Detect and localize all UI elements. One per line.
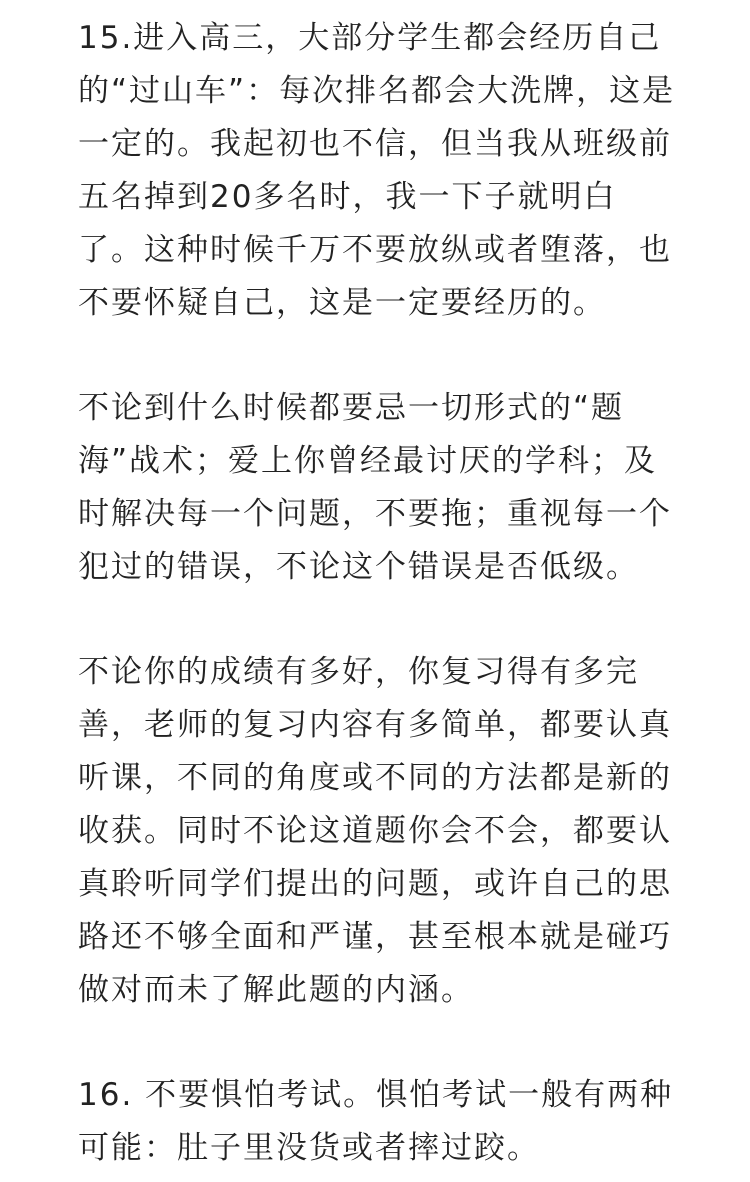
text-line: 海”战术；爱上你曾经最讨厌的学科；及 <box>78 443 658 479</box>
text-line: 时解决每一个问题，不要拖；重视每一个 <box>78 496 672 532</box>
text-line: 五名掉到20多名时，我一下子就明白 <box>78 179 617 215</box>
paragraph-3 <box>78 646 678 1017</box>
paragraph-spacer <box>78 1017 678 1069</box>
text-line: 不要怀疑自己，这是一定要经历的。 <box>78 285 606 321</box>
text-line: 一定的。我起初也不信，但当我从班级前 <box>78 126 672 162</box>
text-line: 真聆听同学们提出的问题，或许自己的思 <box>78 866 672 902</box>
text-line: 16. 不要惧怕考试。惧怕考试一般有两种 <box>78 1077 674 1113</box>
paragraph-spacer <box>78 330 678 382</box>
text-line: 听课，不同的角度或不同的方法都是新的 <box>78 760 672 796</box>
text-line: 不论到什么时候都要忌一切形式的“题 <box>78 390 625 426</box>
text-line: 15.进入高三，大部分学生都会经历自己 <box>78 20 662 56</box>
text-line: 犯过的错误，不论这个错误是否低级。 <box>78 549 639 585</box>
text-line: 做对而未了解此题的内涵。 <box>78 972 474 1008</box>
text-line: 收获。同时不论这道题你会不会，都要认 <box>78 813 672 849</box>
article-body <box>78 12 678 1175</box>
paragraph-1 <box>78 12 678 330</box>
text-line: 不论你的成绩有多好，你复习得有多完 <box>78 654 639 690</box>
text-line: 可能：肚子里没货或者摔过跤。 <box>78 1130 540 1166</box>
text-line: 了。这种时候千万不要放纵或者堕落，也 <box>78 232 672 268</box>
paragraph-4 <box>78 1069 678 1175</box>
text-line: 的“过山车”：每次排名都会大洗牌，这是 <box>78 73 676 109</box>
text-line: 善，老师的复习内容有多简单，都要认真 <box>78 707 672 743</box>
paragraph-spacer <box>78 594 678 646</box>
paragraph-2 <box>78 382 678 594</box>
text-line: 路还不够全面和严谨，甚至根本就是碰巧 <box>78 919 672 955</box>
